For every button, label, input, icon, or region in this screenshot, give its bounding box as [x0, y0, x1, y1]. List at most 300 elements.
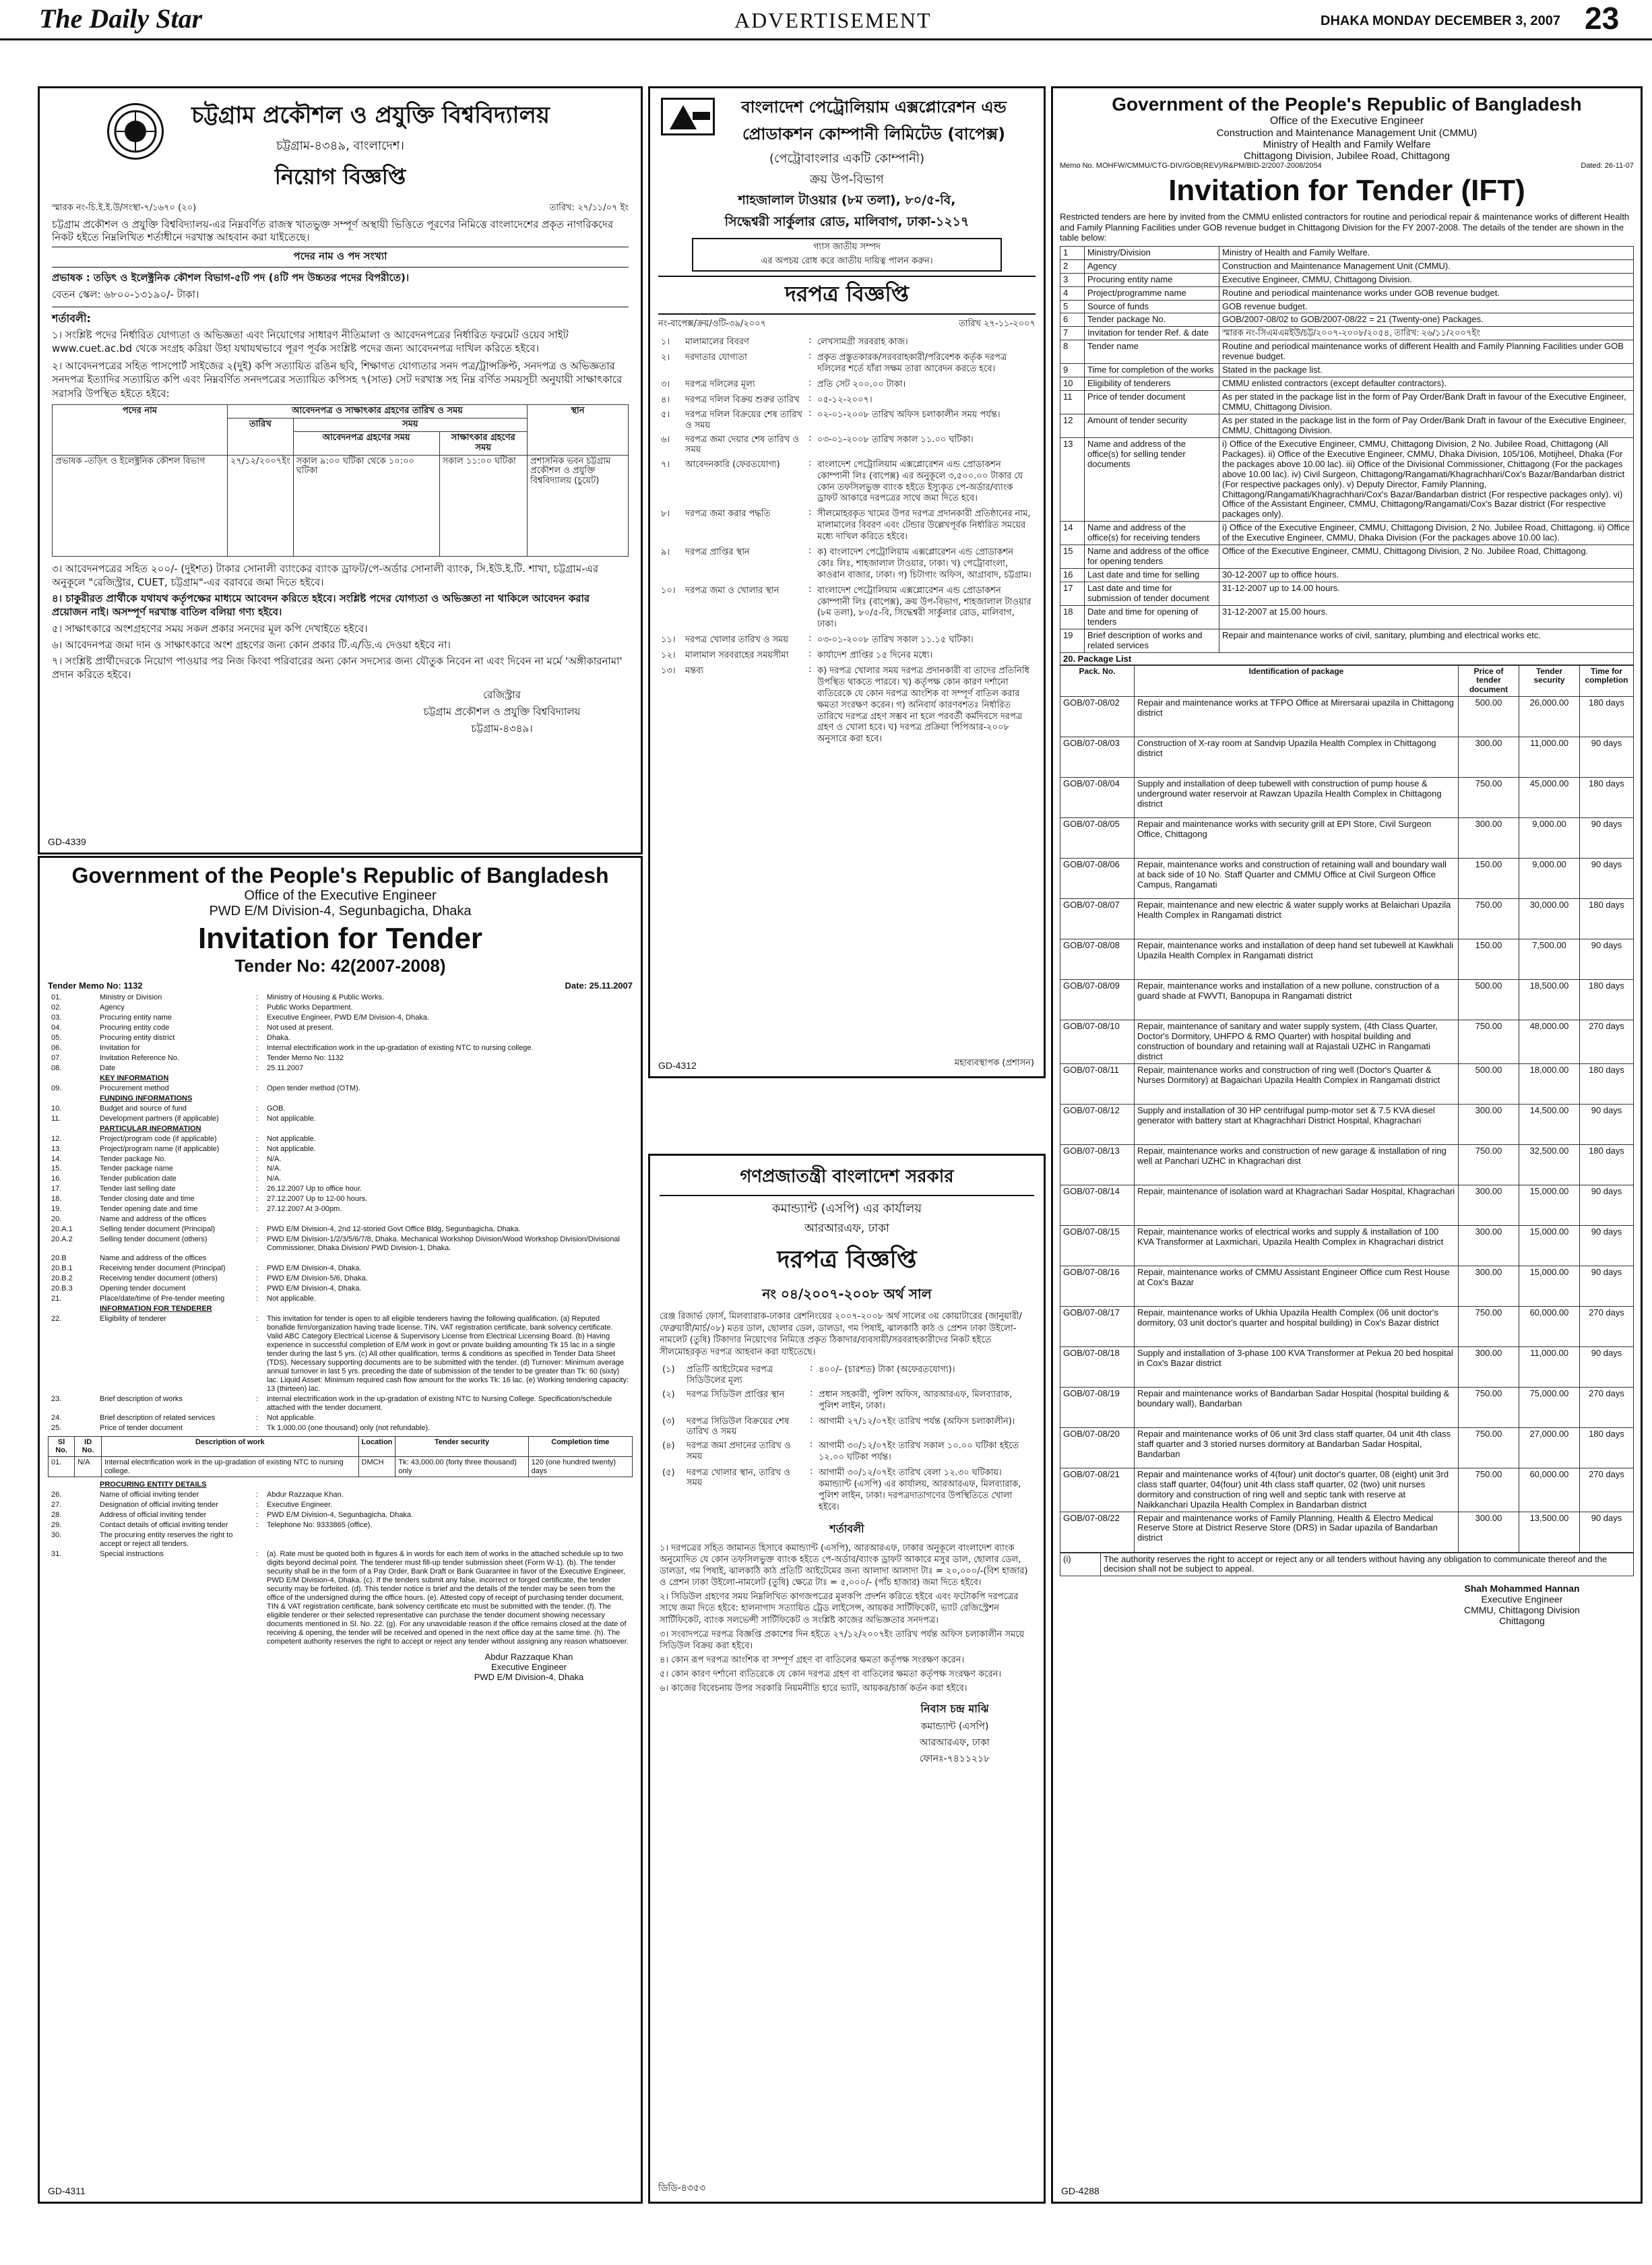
cmmu-package-cell: 180 days — [1580, 1427, 1634, 1468]
cmmu-package-cell: 90 days — [1580, 1346, 1634, 1387]
pwd-info-cell: 03. — [51, 1013, 62, 1022]
bapex-item-label: দরপত্র দলিল বিক্রয় শুরুর তারিখ — [685, 394, 800, 405]
rrf-item-value: আগামী ৩০/১২/০৭ইং তারিখ সকাল ১০.০০ ঘটিকা হইতে ১২.০০ ঘটিকা পর্যন্ত। — [819, 1441, 1019, 1463]
cmmu-info-row — [1060, 605, 1634, 629]
pwd-entity-colon: : — [256, 1511, 259, 1520]
cmmu-package-cell: Repair, maintenance works and construction of new garage & installation of ring well at Panchari UZHC in Khagrachari dist — [1135, 1144, 1459, 1185]
bapex-item-num: ৪। — [661, 394, 670, 405]
cmmu-info-key: Tender name — [1085, 340, 1219, 364]
rrf-ref: নং ০৪/২০০৭-২০০৮ অর্থ সাল — [762, 1286, 932, 1302]
pwd-info-row — [49, 1195, 631, 1204]
cmmu-package-cell: GOB/07-08/03 — [1060, 737, 1135, 778]
cmmu-package-cell: 32,500.00 — [1519, 1144, 1580, 1185]
bapex-item-value: ০৫-১২-২০০৭। — [817, 394, 872, 405]
cuet-td-place: প্রশাসনিক ভবন চট্টগ্রাম প্রকৌশল ও প্রযুক্তি বিশ্ববিদ্যালয় (চুয়েট) — [528, 455, 629, 556]
cuet-sign-title: রেজিস্ট্রার — [482, 688, 521, 701]
rrf-condition: ২। সিডিউল গ্রহণের সময় নিম্নলিখিত কাগজপত্রের মূলকপি প্রদর্শন করিতে হইবে এবং ফটোকপি দরপত্রের সাথে জমা দিতে হইবে: হালনাগাদ সত্যায়িত ট্রেড লাইসেন্স, আয়কর সার্টিফিকেট, ভ্যাট রেজিস্ট্রেশন সার্টিফিকেট, ব্যাংক সলভেন্সী সার্টিফিকেট ও সংশ্লিষ্ট কাজের অভিজ্ঞতার সনদপত্র। — [660, 1592, 1019, 1625]
cmmu-package-cell: 26,000.00 — [1519, 697, 1580, 737]
cmmu-package-row — [1060, 939, 1634, 980]
cmmu-info-value: Routine and periodical maintenance works of different Health and Family Planning Facilities under GOB revenue budget. — [1219, 340, 1634, 364]
pwd-date: Date: 25.11.2007 — [565, 981, 633, 991]
cmmu-info-num: 7 — [1060, 327, 1085, 340]
rrf-item-value: প্রধান সহকারী, পুলিশ অফিস, আরআরএফ, মিলব্যারাক, পুলিশ লাইন, ঢাকা। — [819, 1389, 1013, 1411]
cmmu-package-cell: Supply and installation of deep tubewell with construction of pump house & underground water reservoir at Rawzan Upazila Health Complex in Chittagong district — [1135, 778, 1459, 818]
pwd-info-cell: 07. — [51, 1053, 62, 1062]
cmmu-package-cell: 300.00 — [1459, 737, 1519, 778]
pwd-info-row — [49, 1225, 631, 1234]
cmmu-package-cell: 750.00 — [1459, 899, 1519, 939]
cuet-notice-title: নিয়োগ বিজ্ঞপ্তি — [274, 164, 406, 189]
cuet-th-app: আবেদনপত্র গ্রহণের সময় — [293, 431, 439, 455]
pwd-info-row — [49, 1155, 631, 1164]
pwd-info-row — [49, 1205, 631, 1214]
bapex-item-value: বাংলাদেশ পেট্রোলিয়াম এক্সপ্লোরেশন এন্ড প্রোডাকশন কোম্পানী লিঃ (বাপেক্স), ক্রয় উপ-বিভাগ, শাহজালাল টাওয়ার (৮ম তলা), ৮০/৫-বি, সিদ্ধেশ্বরী সার্কুলার রোড, মালিবাগ, ঢাকা। — [817, 585, 1031, 630]
cmmu-info-value: Construction and Maintenance Management Unit (CMMU). — [1219, 259, 1634, 273]
pwd-info-row — [49, 1125, 631, 1134]
pwd-info-cell: PWD E/M Division-4, Dhaka. — [267, 1264, 362, 1273]
bapex-item-value: বাংলাদেশ পেট্রোলিয়াম এক্সপ্লোরেশন এন্ড প্রোডাকশন কোম্পানী লিঃ (বাপেক্স) এর অনুকূলে ৩,৫০০.০০ টাকার যে কোন তফসিলভুক্ত ব্যাংক হইতে ইস্যুকৃত পে-অর্ডার/ব্যাংক ড্রাফট আকারে দরপত্রের সাথে জমা দিতে হবে। — [817, 459, 1023, 504]
cmmu-info-row — [1060, 364, 1634, 377]
cmmu-info-num: 19 — [1060, 629, 1085, 652]
pwd-info-colon: : — [256, 1394, 259, 1403]
cmmu-package-cell: GOB/07-08/12 — [1060, 1104, 1135, 1144]
pwd-info-cell — [265, 1125, 631, 1134]
cmmu-package-cell: Repair and maintenance works with security grill at EPI Store, Civil Surgeon Office, Chittagong — [1135, 818, 1459, 859]
cmmu-info-num: 14 — [1060, 522, 1085, 545]
bapex-item-row — [660, 378, 1034, 392]
bapex-item-value: ক) দরপত্র খোলার সময় দরপত্র প্রদানকারী বা তাদের প্রতিনিধি উপস্থিত থাকতে পারবে। খ) কর্তৃপক্ষ কোন কারণ দর্শানো ব্যতিরেকে যে কোন দরপত্র আংশিক বা সম্পূর্ণ বাতিল করার ক্ষমতা সংরক্ষণ করেন। গ) অনিবার্য কারণবশতঃ নির্ধারিত তারিখে দরপত্র গ্রহণ সম্ভব না হলে পরবর্তী কর্মদিবসে দরপত্র গ্রহণ ও খোলা হবে। ঘ) দরপত্র প্রক্রিয়া পিপিআর-২০০৮ অনুসারে করা হবে। — [817, 666, 1029, 745]
cmmu-title: Invitation for Tender (IFT) — [1168, 174, 1525, 207]
pwd-pkg-cell: 120 (one hundred twenty) days — [528, 1456, 632, 1477]
pwd-info-cell: 23. — [51, 1394, 62, 1403]
cmmu-package-cell: 11,000.00 — [1519, 737, 1580, 778]
pwd-info-row — [49, 1094, 631, 1103]
cmmu-package-cell: 90 days — [1580, 1266, 1634, 1306]
cuet-th-group: আবেদনপত্র ও সাক্ষাৎকার গ্রহণের তারিখ ও সময় — [228, 404, 528, 418]
cmmu-info-value: Ministry of Health and Family Welfare. — [1219, 246, 1634, 259]
bapex-ref-date: তারিখ ২৭-১১-২০০৭ — [958, 319, 1036, 329]
cmmu-info-row — [1060, 259, 1634, 273]
cmmu-package-cell: GOB/07-08/10 — [1060, 1020, 1135, 1064]
rrf-office: কমান্ড্যান্ট (এসপি) এর কার্যালয় — [772, 1202, 922, 1216]
cmmu-package-row — [1060, 1387, 1634, 1427]
pwd-info-cell: Tender Memo No: 1132 — [267, 1053, 344, 1062]
rrf-sign-phone: ফোনঃ-৭৪১১২১৮ — [919, 1753, 990, 1764]
bapex-slogan-box — [692, 238, 1002, 272]
cmmu-package-cell: 11,000.00 — [1519, 1346, 1580, 1387]
bapex-item-num: ৭। — [661, 459, 670, 470]
pwd-info-row — [49, 1264, 631, 1273]
bapex-item-colon: : — [808, 393, 812, 404]
pwd-info-cell: Not applicable. — [267, 1134, 316, 1143]
bapex-item-colon: : — [808, 507, 812, 518]
cmmu-info-value: Stated in the package list. — [1219, 364, 1634, 377]
pwd-info-row — [49, 1284, 631, 1293]
pwd-info-cell: Not used at present. — [267, 1023, 334, 1032]
cuet-post: প্রভাষক : তড়িৎ ও ইলেক্ট্রনিক কৌশল বিভাগ-৫টি পদ (৪টি পদ উচ্চতর পদের বিপরীতে)। — [52, 271, 410, 284]
pwd-info-table — [48, 992, 633, 1434]
cmmu-package-cell: 90 days — [1580, 1225, 1634, 1266]
cmmu-info-key: Procuring entity name — [1085, 273, 1219, 286]
cmmu-dated: Dated: 26-11-07 — [1581, 162, 1634, 170]
rrf-item-colon: : — [810, 1439, 813, 1450]
bapex-sub-1: (পেট্রোবাংলার একটি কোম্পানী) — [769, 152, 925, 166]
pwd-info-row — [49, 1003, 631, 1012]
masthead — [0, 0, 1652, 40]
bapex-notice-title: দরপত্র বিজ্ঞপ্তি — [658, 276, 1036, 315]
cmmu-info-row — [1060, 313, 1634, 327]
cmmu-package-cell: GOB/07-08/07 — [1060, 899, 1135, 939]
rrf-item-label: দরপত্র জমা প্রদানের তারিখ ও সময় — [687, 1441, 791, 1462]
cmmu-info-row — [1060, 273, 1634, 286]
cmmu-info-value: GOB revenue budget. — [1219, 300, 1634, 313]
pwd-info-cell: Ministry or Division — [100, 993, 162, 1001]
pwd-info-cell: 11. — [51, 1114, 61, 1123]
pwd-info-cell: 20.A.2 — [51, 1235, 73, 1244]
cmmu-info-value: 30-12-2007 up to office hours. — [1219, 569, 1634, 582]
cmmu-package-cell: 300.00 — [1459, 1185, 1519, 1225]
pwd-info-colon: : — [256, 1154, 259, 1163]
cmmu-package-cell: Repair and maintenance works of Bandarban Sadar Hospital (hospital building & boundary wall), Bandarban — [1135, 1387, 1459, 1427]
page-number: 23 — [1585, 1, 1620, 36]
pwd-info-cell: N/A. — [267, 1165, 282, 1173]
cmmu-package-cell: Repair, maintenance works and installation of deep hand set tubewell at Kawkhali Upazila Health Complex in Rangamati district — [1135, 939, 1459, 980]
cmmu-package-cell: GOB/07-08/09 — [1060, 980, 1135, 1020]
cmmu-sign-city: Chittagong — [1499, 1615, 1545, 1627]
pwd-info-cell: Selling tender document (Principal) — [100, 1225, 216, 1234]
pwd-info-row — [49, 1254, 631, 1263]
cmmu-package-row — [1060, 697, 1634, 737]
cmmu-info-num: 3 — [1060, 273, 1085, 286]
rrf-item-num: (২) — [662, 1389, 675, 1400]
pwd-entity-row — [49, 1531, 631, 1549]
cmmu-package-cell: GOB/07-08/16 — [1060, 1266, 1135, 1306]
pwd-info-cell: 17. — [51, 1185, 62, 1193]
cmmu-info-row — [1060, 391, 1634, 414]
pwd-info-cell: This invitation for tender is open to all eligible tenderers having the following qualification. (a) Reputed bonafide firm/organization having trade license, TIN, VAT registration certificate, bank solvency certificate. Valid ABC Category Electrical License & Supervisory License from Electrical Licensing Board. (b) Having experience in successful completion of E/M work in govt or private building amounting Tk 15 lac in a single tender during the last 5 yrs. (c) All other qualification, terms & conditions as specified in Tender Data Sheet (TDS). Necessary supporting documents are to be submitted with the tender. (d) Turnover: Minimum average annual turnover in last 5 yrs. preceding the date of submission of the tender to be greater than Tk: 60 (sixty) lac. Liquid Asset: Minimum required cash flow amount for the works Tk: 16 lac. (e) Working tendering capacity: 13 (thirteen) lac. — [267, 1315, 629, 1393]
rrf-item-value: ৪০০/- (চারশত) টাকা (অফেরতযোগ্য)। — [819, 1365, 955, 1375]
pwd-info-colon: : — [256, 1225, 259, 1234]
pwd-info-cell: 14. — [51, 1154, 62, 1163]
cmmu-package-row — [1060, 1306, 1634, 1346]
pwd-info-cell: 20.B.2 — [51, 1274, 73, 1283]
pwd-info-cell: 12. — [51, 1134, 62, 1143]
pwd-info-cell — [49, 1074, 96, 1083]
cmmu-package-cell: GOB/07-08/11 — [1060, 1063, 1135, 1104]
rrf-item-label: দরপত্র সিডিউল প্রাপ্তির স্থান — [687, 1389, 785, 1400]
pwd-info-row — [49, 1044, 631, 1053]
pwd-info-cell: 24. — [51, 1413, 62, 1422]
pwd-entity-colon — [254, 1531, 263, 1549]
cuet-td-app: সকাল ৯:০০ ঘটিকা থেকে ১০:০০ ঘটিকা — [293, 455, 439, 556]
bapex-name-2: প্রোডাকশন কোম্পানী লিমিটেড (বাপেক্স) — [742, 125, 1006, 144]
cmmu-info-num: 6 — [1060, 313, 1085, 327]
cuet-condition-4: ৪। চাকুরীরত প্রার্থীকে যথাযথ কর্তৃপক্ষের মাধ্যমে আবেদন করিতে হইবে। সংশ্লিষ্ট পদের যোগ্যতা ও অভিজ্ঞতা না থাকিলে আবেদন করার প্রয়োজন নাই। অসম্পূর্ণ দরখাস্ত বাতিল বলিয়া গণ্য হইবে। — [52, 592, 590, 619]
cmmu-info-table — [1060, 246, 1634, 653]
cmmu-package-cell: 270 days — [1580, 1387, 1634, 1427]
cmmu-info-value: 31-12-2007 at 15.00 hours. — [1219, 605, 1634, 629]
pwd-info-colon: : — [256, 1413, 259, 1422]
pwd-entity-cell: Abdur Razzaque Khan. — [267, 1491, 344, 1499]
cmmu-package-cell: GOB/07-08/08 — [1060, 939, 1135, 980]
pwd-info-cell — [49, 1305, 96, 1313]
pwd-info-cell: KEY INFORMATION — [100, 1074, 169, 1082]
cmmu-package-cell: 15,000.00 — [1519, 1185, 1580, 1225]
pwd-info-colon — [254, 1215, 263, 1224]
pwd-entity-cell: PWD E/M Division-4, Segunbagicha, Dhaka. — [267, 1511, 414, 1520]
cmmu-info-value: 31-12-2007 up to 14.00 hours. — [1219, 582, 1634, 606]
cmmu-info-row — [1060, 522, 1634, 545]
cmmu-package-cell: 750.00 — [1459, 1306, 1519, 1346]
pwd-info-cell: Procuring entity name — [100, 1013, 172, 1022]
pwd-info-cell: Not applicable. — [267, 1144, 316, 1153]
bapex-item-colon: : — [808, 433, 812, 444]
pwd-info-cell: Receiving tender document (others) — [100, 1274, 218, 1283]
cmmu-package-cell: 14,500.00 — [1519, 1104, 1580, 1144]
cmmu-package-cell: 300.00 — [1459, 1346, 1519, 1387]
cmmu-package-cell: Repair, maintenance works of electrical works and supply & installation of 100 KVA Transformer at Laxmichari, Upazila Health Complex in Khagrachari district — [1135, 1225, 1459, 1266]
cmmu-intro: Restricted tenders are here by invited from the CMMU enlisted contractors for routine and periodical repair & maintenance works of different Health and Family Planning Facilities under GOB revenue budget in Chittagong Division for the FY 2007-2008. The details of the tender are shown in the table below: — [1060, 212, 1630, 243]
pwd-entity-cell — [265, 1531, 631, 1549]
cuet-ad — [38, 86, 643, 855]
pwd-info-cell: Procuring entity district — [100, 1033, 175, 1042]
pwd-info-cell — [49, 1125, 96, 1134]
pwd-entity-row — [49, 1481, 631, 1489]
cuet-address: চট্টগ্রাম-৪৩৪৯, বাংলাদেশ। — [276, 139, 404, 153]
cmmu-package-cell: 150.00 — [1459, 939, 1519, 980]
cmmu-package-cell: GOB/07-08/14 — [1060, 1185, 1135, 1225]
cmmu-info-num: 5 — [1060, 300, 1085, 313]
pwd-info-colon: : — [256, 1114, 259, 1123]
pwd-info-cell: 19. — [51, 1205, 62, 1214]
cmmu-package-cell: 500.00 — [1459, 697, 1519, 737]
cmmu-package-cell: Repair and maintenance works at TFPO Office at Mirersarai upazila in Chittagong district — [1135, 697, 1459, 737]
pwd-entity-cell: 30. — [51, 1531, 62, 1539]
cuet-condition-2: ২। আবেদনপত্রের সহিত পাসপোর্ট সাইজের ২(দুই) কপি সত্যায়িত রঙিন ছবি, শিক্ষাগত যোগ্যতার সনদ পত্র/ট্রান্সক্রিপ্ট, সনদপত্র ও অভিজ্ঞতার সনদপত্র ইত্যাদির সত্যায়িত কপি এবং নিম্নবর্ণিত সনদপত্রের সত্যায়িত কপিসহ ৭(সাত) সেট দরখাস্ত সহ নিম্ন বর্ণিত সময়সূচী অনুযায়ী সাক্ষাৎকারে সরাসরি উপস্থিত হইতে হইবে: — [52, 360, 623, 400]
pwd-info-row — [49, 1395, 631, 1413]
newspaper-name: The Daily Star — [39, 3, 203, 34]
bapex-item-label: দরপত্র খোলার তারিখ ও সময় — [685, 635, 789, 646]
bapex-item-label: দরপত্র দলিলের মূল্য — [685, 379, 755, 390]
pwd-info-row — [49, 1185, 631, 1193]
cmmu-code: GD-4288 — [1061, 2185, 1100, 2196]
cmmu-info-key: Eligibility of tenderers — [1085, 377, 1219, 391]
bapex-name-1: বাংলাদেশ পেট্রোলিয়াম এক্সপ্লোরেশন এন্ড — [741, 98, 1007, 117]
pwd-entity-cell: Executive Engineer. — [267, 1501, 333, 1510]
cmmu-package-cell: 60,000.00 — [1519, 1468, 1580, 1512]
pwd-info-colon — [254, 1074, 263, 1083]
bapex-item-value: ০৩-০১-২০০৮ তারিখ সকাল ১১.০০ ঘটিকা। — [817, 435, 974, 445]
cuet-logo-icon — [107, 103, 164, 160]
cmmu-info-num: 9 — [1060, 364, 1085, 377]
cmmu-office: Office of the Executive Engineer — [1269, 115, 1424, 127]
bapex-item-colon: : — [808, 458, 812, 468]
cmmu-package-cell: 300.00 — [1459, 1104, 1519, 1144]
pwd-info-cell: Not applicable. — [267, 1114, 316, 1123]
pwd-package-table — [48, 1436, 633, 1478]
rrf-gov: গণপ্রজাতন্ত্রী বাংলাদেশ সরকার — [660, 1162, 1034, 1196]
bapex-item-num: ৩। — [661, 379, 670, 390]
bapex-item-label: দরপত্র দলিল বিক্রয়ের শেষ তারিখ ও সময় — [685, 410, 802, 431]
pwd-info-colon — [254, 1254, 263, 1263]
pwd-info-cell — [49, 1094, 96, 1103]
pwd-info-cell: 05. — [51, 1033, 62, 1042]
pwd-info-colon: : — [256, 1315, 259, 1323]
pwd-info-row — [49, 1424, 631, 1433]
bapex-sub-2: ক্রয় উপ-বিভাগ — [810, 173, 884, 187]
cmmu-pkg-header: Tender security — [1519, 665, 1580, 696]
pwd-info-cell — [265, 1074, 631, 1083]
pwd-info-cell: 25.11.2007 — [267, 1063, 304, 1072]
pwd-info-row — [49, 1235, 631, 1253]
pwd-info-colon: : — [256, 1423, 259, 1432]
bapex-ad — [648, 86, 1046, 1078]
cmmu-package-cell: Repair, maintenance of sanitary and water supply system, (4th Class Quarter, Doctor's Dormitory, UHFPO & RMO Quarter) with hospital building and construction of boundary and retaining wall at Rajastali UZHC in Rangamati district — [1135, 1020, 1459, 1064]
bapex-item-row — [660, 633, 1034, 648]
cmmu-package-cell: 270 days — [1580, 1468, 1634, 1512]
cmmu-info-key: Amount of tender security — [1085, 414, 1219, 437]
pwd-info-cell: 20.A.1 — [51, 1225, 73, 1234]
cmmu-note-text: The authority reserves the right to accept or reject any or all tenders without having any obligation to communicate thereof and the decision shall not be subject to appeal. — [1101, 1553, 1634, 1576]
cmmu-package-cell: Repair, maintenance works of Ukhia Upazila Health Complex (06 unit doctor's dormitory, 03 unit doctor's quarter and hospital building) in Cox's Bazar district — [1135, 1306, 1459, 1346]
rrf-item-num: (৩) — [662, 1416, 675, 1427]
cmmu-package-cell: 300.00 — [1459, 1266, 1519, 1306]
cmmu-package-cell: 45,000.00 — [1519, 778, 1580, 818]
issue-date: DHAKA MONDAY DECEMBER 3, 2007 — [1321, 13, 1561, 28]
bapex-sign: মহাব্যবস্থাপক (প্রশাসন) — [954, 1058, 1034, 1068]
cmmu-gov: Government of the People's Republic of Bangladesh — [1112, 94, 1582, 115]
cmmu-package-cell: Repair, maintenance works and construction of ring well (Doctor's Quarter & Nurses Dormitory) at Bagaichari Upazila Health Complex in Rangamati district — [1135, 1063, 1459, 1104]
cmmu-package-row — [1060, 1225, 1634, 1266]
pwd-code: GD-4311 — [48, 2185, 86, 2196]
pwd-title: Invitation for Tender — [197, 922, 483, 955]
cmmu-pkg-head-row — [1060, 665, 1634, 696]
cmmu-info-num: 2 — [1060, 259, 1085, 273]
pwd-info-colon: : — [256, 1144, 259, 1153]
bapex-item-value: কার্যাদেশ প্রাপ্তির ১৫ দিনের মধ্যে। — [817, 650, 933, 661]
cmmu-info-key: Last date and time for selling — [1085, 569, 1219, 582]
cmmu-info-row — [1060, 300, 1634, 313]
cmmu-info-num: 17 — [1060, 582, 1085, 606]
cuet-td-int: সকাল ১১:০০ ঘটিকা — [439, 455, 527, 556]
pwd-info-colon: : — [256, 1043, 259, 1052]
cmmu-package-cell: 90 days — [1580, 1185, 1634, 1225]
pwd-info-colon: : — [256, 1013, 259, 1022]
pwd-info-row — [49, 1034, 631, 1043]
cmmu-package-cell: 90 days — [1580, 939, 1634, 980]
cmmu-info-row — [1060, 286, 1634, 300]
cmmu-pkg-header: Time for completion — [1580, 665, 1634, 696]
cmmu-package-cell: 500.00 — [1459, 980, 1519, 1020]
pwd-info-row — [49, 1315, 631, 1394]
bapex-logo-icon — [661, 98, 715, 135]
cmmu-package-cell: 9,000.00 — [1519, 818, 1580, 859]
pwd-info-cell: Receiving tender document (Principal) — [100, 1264, 226, 1273]
bapex-item-num: ১। — [661, 337, 670, 347]
cmmu-info-row — [1060, 327, 1634, 340]
rrf-item-label: দরপত্র খোলার স্থান, তারিখ ও সময় — [687, 1468, 790, 1489]
cuet-th-time: সময় — [293, 418, 527, 431]
cmmu-package-cell: GOB/07-08/17 — [1060, 1306, 1135, 1346]
cmmu-package-cell: 270 days — [1580, 1020, 1634, 1064]
bapex-item-row — [660, 394, 1034, 408]
pwd-gov: Government of the People's Republic of Bangladesh — [71, 863, 609, 888]
pwd-entity-cell: The procuring entity reserves the right to accept or reject all tenders. — [100, 1531, 233, 1548]
pwd-info-cell — [265, 1254, 631, 1263]
bapex-item-label: মালামালের বিবরণ — [685, 337, 749, 347]
pwd-info-cell: Opening tender document — [100, 1284, 186, 1293]
bapex-item-row — [660, 351, 1034, 377]
cuet-sign-org: চট্টগ্রাম প্রকৌশল ও প্রযুক্তি বিশ্ববিদ্যালয় — [423, 705, 581, 718]
rrf-item-value: আগামী ৩০/১২/০৭ইং তারিখ বেলা ১২.৩০ ঘটিকায়। কমান্ড্যান্ট (এসপি) এর কার্যালয়, আরআরএফ, মিলব্যারাক, পুলিশ লাইন, ঢাকা। দরপত্রদাতাগণের উপস্থিতিতে খোলা হইবে। — [819, 1468, 1021, 1512]
cuet-th-date: তারিখ — [228, 418, 294, 455]
cuet-schedule-table — [52, 404, 629, 557]
cmmu-package-cell: 60,000.00 — [1519, 1306, 1580, 1346]
cuet-condition-7: ৭। সংশ্লিষ্ট প্রার্থীদেরকে নিয়োগ পাওয়ার পর নিজ কিংবা পরিবারের অন্য কোন সদস্যের জন্য যৌতুক নিবেন না এবং দিবেন না মর্মে 'অঙ্গীকারনামা' প্রদান করিতে হইবে। — [52, 655, 623, 681]
pwd-info-row — [49, 1165, 631, 1173]
pwd-info-colon: : — [256, 1205, 259, 1214]
bapex-slogan-2: এর অপচয় রোধ করে জাতীয় দায়িত্ব পালন করুন। — [761, 256, 933, 266]
cmmu-package-cell: Repair and maintenance works of Family Planning, Health & Electro Medical Reserve Store at District Reserve Store (DRS) in Sadar upazila of Bandarban district — [1135, 1512, 1459, 1552]
cmmu-package-row — [1060, 1266, 1634, 1306]
bapex-item-value: প্রতি সেট ২০০.০০ টাকা। — [817, 379, 906, 390]
cmmu-package-cell: 750.00 — [1459, 1427, 1519, 1468]
cmmu-package-row — [1060, 818, 1634, 859]
pwd-info-cell: Ministry of Housing & Public Works. — [267, 993, 385, 1001]
cmmu-info-row — [1060, 582, 1634, 606]
cmmu-package-cell: 270 days — [1580, 1306, 1634, 1346]
pwd-info-colon: : — [256, 1053, 259, 1062]
pwd-memo: Tender Memo No: 1132 — [48, 981, 143, 991]
pwd-info-cell: INFORMATION FOR TENDERER — [100, 1305, 212, 1313]
cmmu-package-cell: 13,500.00 — [1519, 1512, 1580, 1552]
pwd-info-colon: : — [256, 1003, 259, 1012]
pwd-info-cell: Tender opening date and time — [100, 1205, 198, 1214]
cmmu-info-key: Price of tender document — [1085, 391, 1219, 414]
pwd-info-cell: 06. — [51, 1043, 62, 1052]
cmmu-info-row — [1060, 377, 1634, 391]
cmmu-pkg-header: Pack. No. — [1060, 665, 1135, 696]
pwd-info-cell: Executive Engineer, PWD E/M Division-4, Dhaka. — [267, 1013, 429, 1022]
bapex-item-label: দরপত্র জমা করার পদ্ধতি — [685, 509, 771, 520]
pwd-info-cell: Brief description of works — [100, 1394, 183, 1403]
pwd-info-colon: : — [256, 1264, 259, 1273]
cmmu-package-cell: GOB/07-08/22 — [1060, 1512, 1135, 1552]
cuet-th-place: স্থান — [528, 404, 629, 455]
cuet-title: চট্টগ্রাম প্রকৌশল ও প্রযুক্তি বিশ্ববিদ্যালয় — [191, 102, 550, 129]
pwd-entity-colon: : — [256, 1491, 259, 1499]
pwd-info-row — [49, 1115, 631, 1123]
cmmu-info-num: 10 — [1060, 377, 1085, 391]
cmmu-info-key: Date and time for opening of tenders — [1085, 605, 1219, 629]
pwd-info-cell: Procuring entity code — [100, 1023, 170, 1032]
cmmu-info-num: 18 — [1060, 605, 1085, 629]
pwd-info-colon: : — [256, 1185, 259, 1193]
bapex-item-label: আবেদনকারি (ফেরতযোগ্য) — [685, 459, 780, 470]
bapex-item-row — [660, 664, 1034, 747]
cmmu-package-cell: GOB/07-08/15 — [1060, 1225, 1135, 1266]
pwd-info-row — [49, 1215, 631, 1224]
pwd-info-cell: Invitation Reference No. — [100, 1053, 180, 1062]
cmmu-info-key: Name and address of the office(s) for receiving tenders — [1085, 522, 1219, 545]
pwd-pkg-cell: Internal electrification work in the up-gradation of existing NTC to nursing college. — [102, 1456, 358, 1477]
pwd-info-cell: Project/program name (if applicable) — [100, 1144, 220, 1153]
pwd-info-row — [49, 1145, 631, 1154]
cuet-conditions-heading: শর্তাবলী: — [52, 311, 91, 325]
pwd-division: PWD E/M Division-4, Segunbagicha, Dhaka — [209, 904, 472, 919]
rrf-item-num: (৫) — [662, 1468, 675, 1479]
cmmu-package-cell: 150.00 — [1459, 859, 1519, 899]
